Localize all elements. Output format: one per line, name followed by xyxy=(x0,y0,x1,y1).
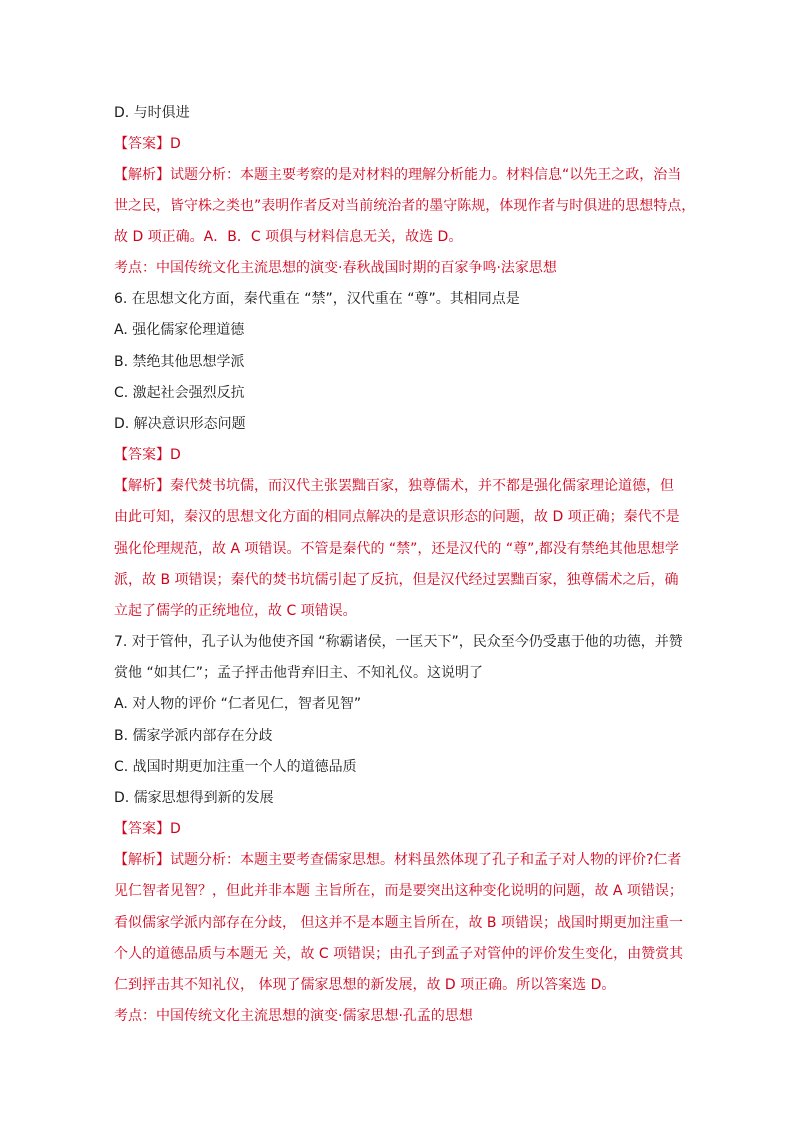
analysis-5-line-3: 故 D 项正确。A．B．C 项俱与材料信息无关，故选 D。 xyxy=(114,229,463,245)
answer-7: 【答案】D xyxy=(114,821,181,837)
analysis-6-line-5: 立起了儒学的正统地位，故 C 项错误。 xyxy=(114,603,357,619)
question-6-option-b: B. 禁绝其他思想学派 xyxy=(114,354,245,370)
question-6-option-a: A. 强化儒家伦理道德 xyxy=(114,322,245,338)
analysis-6-line-1: 【解析】秦代焚书坑儒，而汉代主张罢黜百家，独尊儒术，并不都是强化儒家理论道德，但 xyxy=(114,478,674,494)
answer-6: 【答案】D xyxy=(114,447,181,463)
analysis-7-line-1: 【解析】试题分析：本题主要考查儒家思想。材料虽然体现了孔子和孟子对人物的评价?仁者 xyxy=(114,852,682,868)
analysis-5-line-2: 世之民，皆守株之类也”表明作者反对当前统治者的墨守陈规，体现作者与时俱进的思想特点， xyxy=(114,198,696,214)
question-7-option-d: D. 儒家思想得到新的发展 xyxy=(114,790,274,806)
option-d-prev: D. 与时俱进 xyxy=(114,105,190,121)
answer-5: 【答案】D xyxy=(114,136,181,152)
knowledge-point-5: 考点：中国传统文化主流思想的演变·春秋战国时期的百家争鸣·法家思想 xyxy=(114,260,557,276)
analysis-6-line-3: 强化伦理规范，故 A 项错误。不管是秦代的 “禁”，还是汉代的 “尊”,都没有禁绝其他思想学 xyxy=(114,541,679,557)
analysis-6-line-2: 由此可知，秦汉的思想文化方面的相同点解决的是意识形态的问题，故 D 项正确；秦代不是 xyxy=(114,509,680,525)
question-7-option-a: A. 对人物的评价 “仁者见仁，智者见智” xyxy=(114,696,362,712)
analysis-7-line-2: 见仁智者见智？，但此并非本题 主旨所在，而是要突出这种变化说明的问题，故 A 项错误； xyxy=(114,883,683,899)
analysis-5-line-1: 【解析】试题分析：本题主要考察的是对材料的理解分析能力。材料信息“以先王之政，治当 xyxy=(114,167,682,183)
analysis-6-line-4: 派，故 B 项错误；秦代的焚书坑儒引起了反抗，但是汉代经过罢黜百家，独尊儒术之后，确 xyxy=(114,572,679,588)
analysis-7-line-3: 看似儒家学派内部存在分歧， 但这并不是本题主旨所在，故 B 项错误；战国时期更加注重一 xyxy=(114,915,683,931)
question-6: 6. 在思想文化方面，秦代重在 “禁”，汉代重在 “尊”。其相同点是 xyxy=(114,291,520,307)
question-7-option-b: B. 儒家学派内部存在分歧 xyxy=(114,728,273,744)
analysis-7-line-5: 仁到抨击其不知礼仪， 体现了儒家思想的新发展，故 D 项正确。所以答案选 D。 xyxy=(114,977,616,993)
question-7-line-2: 赏他 “如其仁”；孟子抨击他背弃旧主、不知礼仪。这说明了 xyxy=(114,665,483,681)
knowledge-point-7: 考点：中国传统文化主流思想的演变·儒家思想·孔孟的思想 xyxy=(114,1008,473,1024)
question-7-line-1: 7. 对于管仲，孔子认为他使齐国 “称霸诸侯，一匡天下”，民众至今仍受惠于他的功德，并赞 xyxy=(114,634,683,650)
analysis-7-line-4: 个人的道德品质与本题无 关，故 C 项错误；由孔子到孟子对管仲的评价发生变化，由赞赏其 xyxy=(114,946,684,962)
question-6-option-d: D. 解决意识形态问题 xyxy=(114,416,246,432)
question-6-option-c: C. 激起社会强烈反抗 xyxy=(114,385,245,401)
question-7-option-c: C. 战国时期更加注重一个人的道德品质 xyxy=(114,759,357,775)
